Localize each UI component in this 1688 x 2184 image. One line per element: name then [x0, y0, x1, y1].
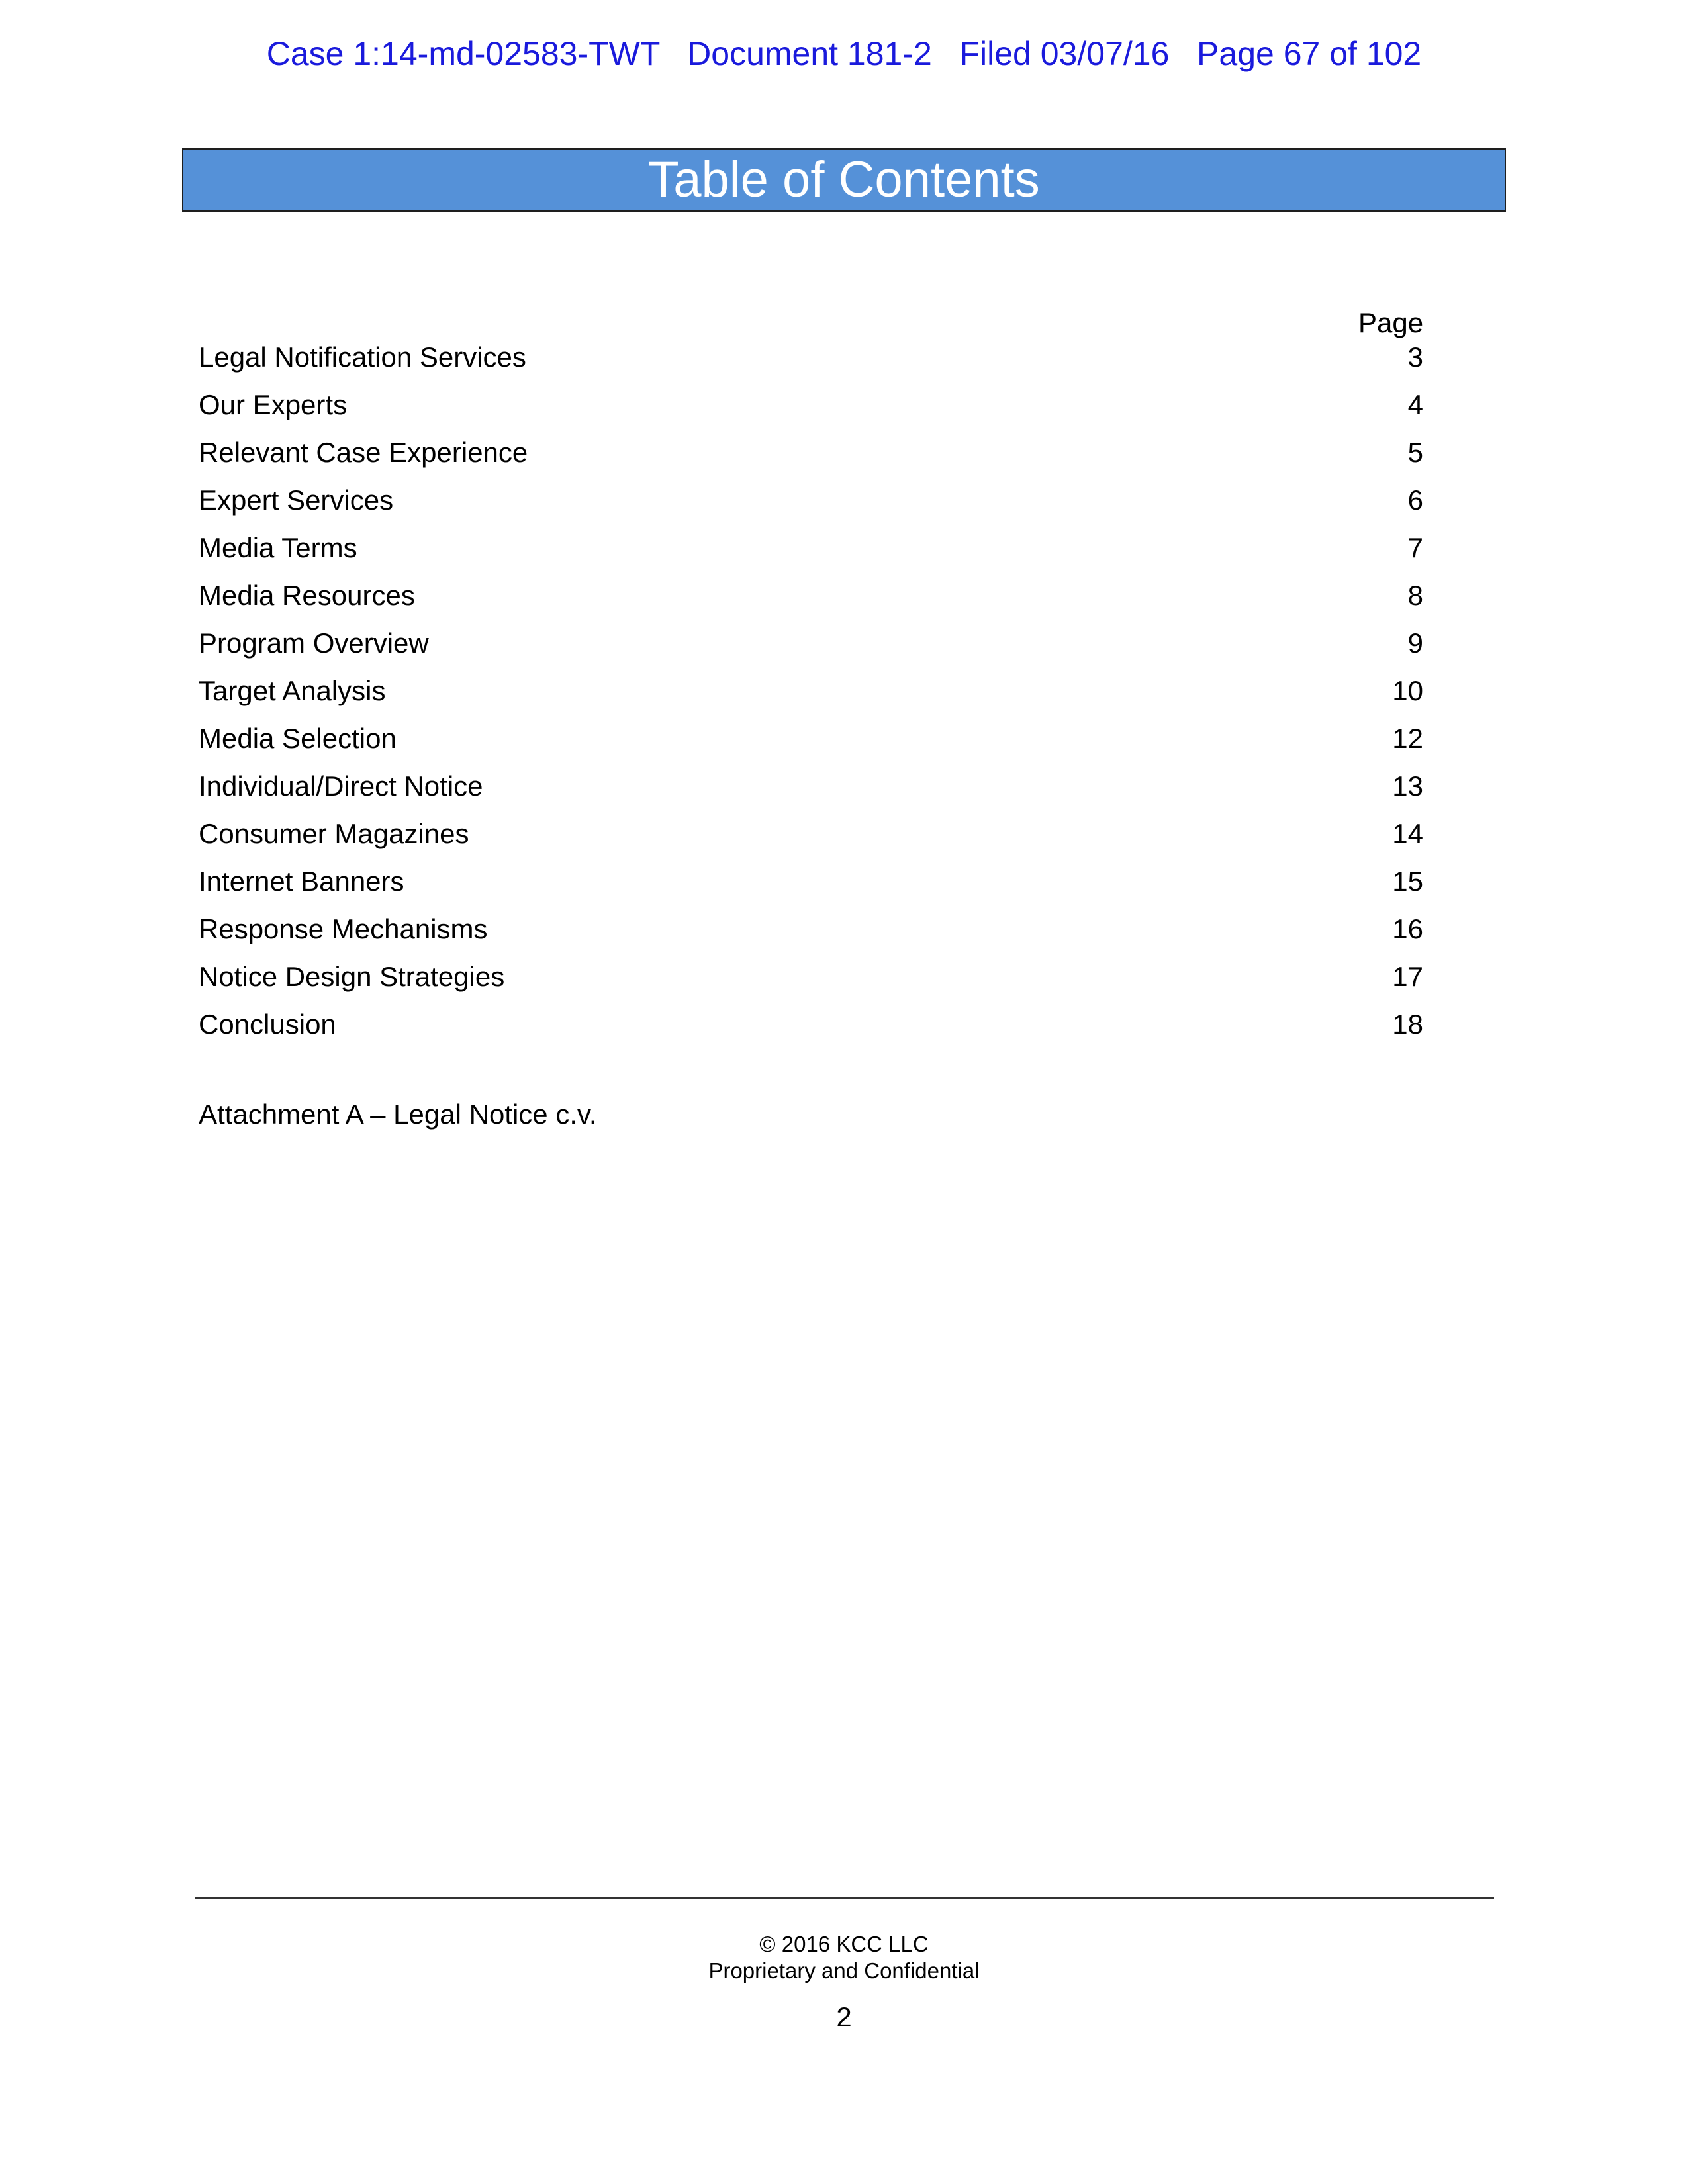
toc-row	[199, 432, 1423, 479]
toc-label: Response Mechanisms	[199, 913, 488, 944]
toc-row	[199, 384, 1423, 432]
toc-page: 15	[1392, 866, 1423, 897]
toc-page: 18	[1392, 1009, 1423, 1040]
toc-row	[199, 1003, 1423, 1051]
toc-row	[199, 479, 1423, 527]
toc-label: Relevant Case Experience	[199, 437, 528, 468]
toc-page: 16	[1392, 913, 1423, 944]
footer	[0, 1931, 1688, 1984]
toc-row	[199, 622, 1423, 670]
toc-label: Consumer Magazines	[199, 818, 469, 849]
page-column-label: Page	[1358, 307, 1424, 338]
toc-page: 10	[1392, 675, 1423, 706]
toc-label: Individual/Direct Notice	[199, 770, 483, 801]
page-number: 2	[836, 2001, 852, 2032]
toc-label: Program Overview	[199, 627, 429, 659]
toc-label: Conclusion	[199, 1009, 336, 1040]
toc-page: 12	[1392, 723, 1423, 754]
attachment-entry: Attachment A – Legal Notice c.v.	[199, 1099, 597, 1130]
toc-label: Media Terms	[199, 532, 357, 563]
copyright-text: © 2016 KCC LLC	[759, 1932, 929, 1956]
toc-label: Internet Banners	[199, 866, 404, 897]
toc-label: Our Experts	[199, 389, 348, 420]
toc-row	[199, 765, 1423, 813]
toc-page: 3	[1407, 341, 1423, 373]
toc-row	[199, 670, 1423, 717]
toc-page: 13	[1392, 770, 1423, 801]
footer-divider	[195, 1897, 1494, 1899]
toc-label: Media Selection	[199, 723, 397, 754]
toc-row	[199, 908, 1423, 956]
toc-label: Target Analysis	[199, 675, 386, 706]
toc-row	[199, 336, 1423, 384]
toc-row	[199, 956, 1423, 1003]
case-header: Case 1:14-md-02583-TWT Document 181-2 Filed 03/07/16 Page 67 of 102	[266, 35, 1422, 72]
toc-row	[199, 717, 1423, 765]
toc-label: Media Resources	[199, 580, 415, 611]
toc-label: Notice Design Strategies	[199, 961, 505, 992]
toc-page: 7	[1407, 532, 1423, 563]
toc-row	[199, 527, 1423, 574]
toc-list	[199, 336, 1423, 1051]
toc-label: Expert Services	[199, 484, 394, 516]
confidential-text: Proprietary and Confidential	[708, 1958, 980, 1983]
toc-page: 14	[1392, 818, 1423, 849]
title-bar	[182, 148, 1506, 212]
toc-page: 6	[1407, 484, 1423, 516]
toc-label: Legal Notification Services	[199, 341, 526, 373]
toc-row	[199, 813, 1423, 860]
toc-page: 17	[1392, 961, 1423, 992]
toc-page: 4	[1407, 389, 1423, 420]
toc-page: 9	[1407, 627, 1423, 659]
toc-row	[199, 574, 1423, 622]
page-title: Table of Contents	[648, 152, 1040, 208]
toc-page: 8	[1407, 580, 1423, 611]
toc-row	[199, 860, 1423, 908]
toc-page: 5	[1407, 437, 1423, 468]
